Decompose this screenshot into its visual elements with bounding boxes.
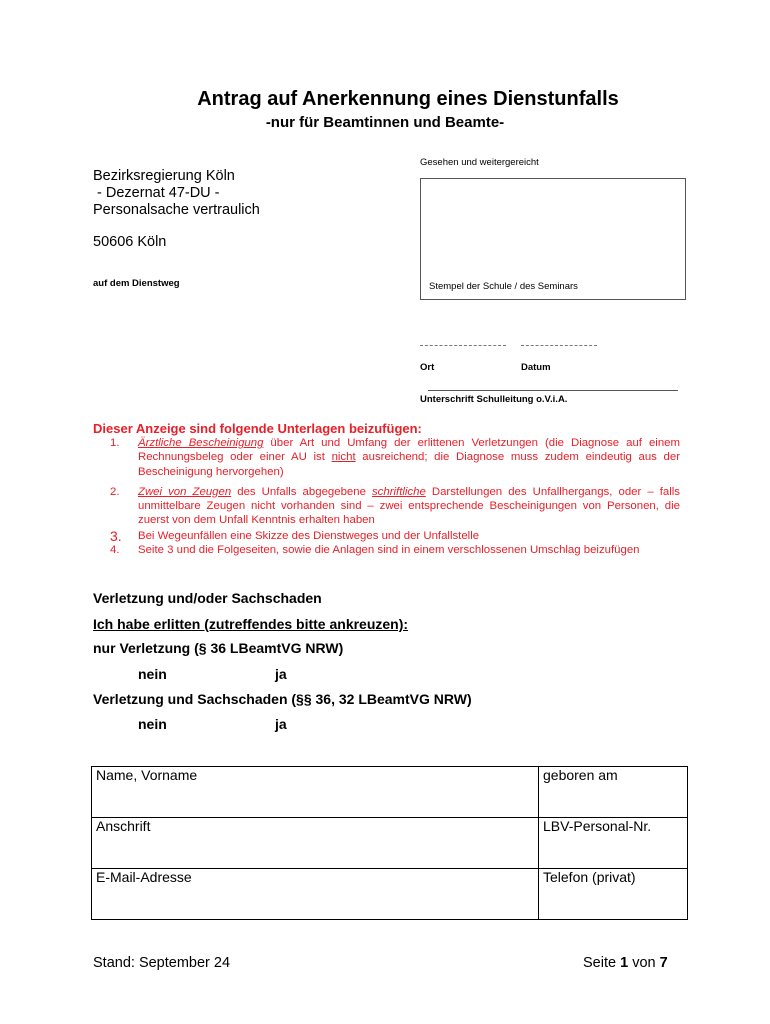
list-number: 3. [110, 527, 122, 544]
list-item [110, 543, 680, 557]
list-item [110, 529, 680, 543]
list-number: 1. [110, 437, 120, 449]
ort-field-line[interactable] [420, 345, 506, 346]
address-line-1: Bezirksregierung Köln [93, 168, 235, 184]
page-current: 1 [620, 955, 629, 971]
seen-forwarded-label: Gesehen und weitergereicht [420, 157, 539, 168]
list-number: 4. [110, 544, 120, 557]
page-prefix: Seite [583, 955, 621, 971]
footer-stand: Stand: September 24 [93, 955, 231, 971]
q2-option-yes[interactable]: ja [275, 716, 287, 732]
address-line-2: - Dezernat 47-DU - [93, 185, 220, 201]
email-field[interactable]: E-Mail-Adresse [92, 869, 539, 920]
datum-label: Datum [521, 362, 551, 373]
address-line-3: Personalsache vertraulich [93, 202, 260, 218]
attachments-heading: Dieser Anzeige sind folgende Unterlagen beizufügen: [93, 421, 422, 436]
table-row [92, 818, 688, 869]
signature-label: Unterschrift Schulleitung o.V.i.A. [420, 394, 568, 405]
injury-instruction: Ich habe erlitten (zutreffendes bitte ankreuzen): [93, 616, 409, 632]
stamp-label: Stempel der Schule / des Seminars [429, 281, 578, 292]
attachments-list [110, 436, 680, 557]
page-total: 7 [659, 955, 668, 971]
list-text [138, 485, 680, 528]
question-injury-damage: Verletzung und Sachschaden (§§ 36, 32 LBeamtVG NRW) [93, 691, 472, 707]
underlined-text: schriftliche [371, 485, 426, 498]
datum-field-line[interactable] [521, 345, 597, 346]
list-text-part: über Art und Umfang der erlittenen Verletzungen (die Diagnose auf einem Rechnungsbeleg oder einer AU ist [138, 437, 680, 464]
q1-option-no[interactable]: nein [138, 666, 167, 682]
list-text-part: Darstellungen des Unfallhergangs, oder – falls unmittelbare Zeugen nicht vorhanden sind – zwei entsprechende Bescheinigungen von Personen, die zuerst von dem Unfall Kenntnis erhalten haben [138, 485, 680, 527]
page-number [583, 955, 668, 971]
emphasis-text: Zwei von Zeugen [138, 485, 232, 498]
birthdate-field[interactable]: geboren am [539, 767, 688, 818]
list-text: Seite 3 und die Folgeseiten, sowie die Anlagen sind in einem verschlossenen Umschlag beizufügen [138, 544, 640, 557]
underlined-text: nicht [331, 451, 356, 464]
page-mid: von [628, 955, 660, 971]
q1-option-yes[interactable]: ja [275, 666, 287, 682]
recipient-address [93, 168, 260, 219]
phone-field[interactable]: Telefon (privat) [539, 869, 688, 920]
address-zip-city: 50606 Köln [93, 234, 167, 250]
list-text-part: des Unfalls abgegebene [231, 485, 372, 498]
address-field[interactable]: Anschrift [92, 818, 539, 869]
personal-data-table [91, 766, 688, 920]
document-title: Antrag auf Anerkennung eines Dienstunfalls [197, 88, 619, 110]
list-number: 2. [110, 485, 120, 498]
signature-line[interactable] [428, 390, 678, 391]
document-subtitle: -nur für Beamtinnen und Beamte- [265, 114, 505, 131]
question-injury-only: nur Verletzung (§ 36 LBeamtVG NRW) [93, 640, 344, 656]
list-item [110, 436, 680, 479]
name-field[interactable]: Name, Vorname [92, 767, 539, 818]
list-text: Bei Wegeunfällen eine Skizze des Dienstweges und der Unfallstelle [138, 529, 480, 542]
table-row [92, 869, 688, 920]
injury-heading: Verletzung und/oder Sachschaden [93, 590, 322, 606]
list-item [110, 485, 680, 528]
q2-option-no[interactable]: nein [138, 716, 167, 732]
emphasis-text: Ärztliche Bescheinigung [138, 437, 264, 449]
dienstweg-label: auf dem Dienstweg [93, 278, 180, 289]
list-text-part: ausreichend; die Diagnose muss zudem eindeutig aus der Bescheinigung hervorgehen) [138, 451, 680, 478]
ort-label: Ort [420, 362, 435, 373]
table-row [92, 767, 688, 818]
lbv-number-field[interactable]: LBV-Personal-Nr. [539, 818, 688, 869]
list-text [138, 436, 680, 479]
